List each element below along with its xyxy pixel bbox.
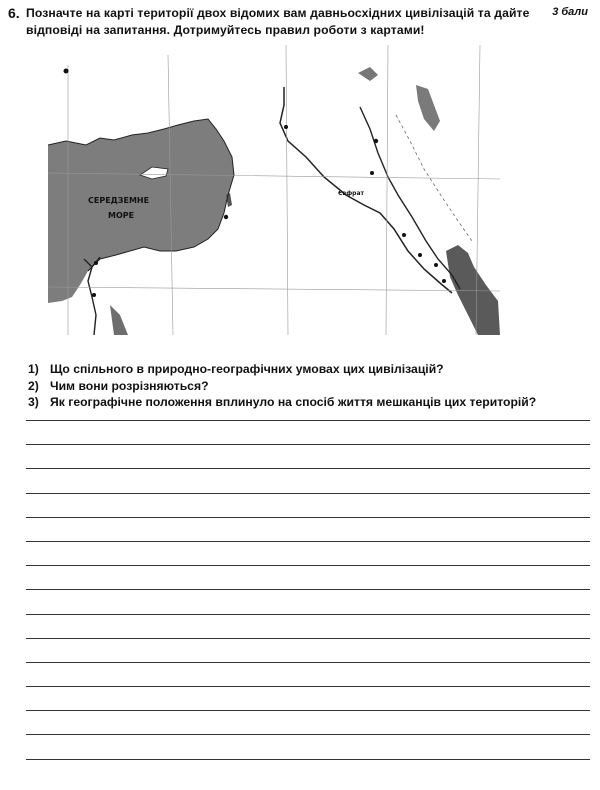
answer-line[interactable]	[26, 734, 590, 735]
question-number: 3)	[28, 395, 39, 409]
river-label: Євфрат	[338, 190, 364, 197]
question-text: Чим вони розрізняються?	[50, 378, 209, 393]
answer-line[interactable]	[26, 517, 590, 518]
answer-line[interactable]	[26, 541, 590, 542]
answer-line[interactable]	[26, 662, 590, 663]
question-1	[28, 361, 588, 378]
contour-map	[48, 45, 500, 335]
questions-list	[28, 361, 588, 411]
answer-lines[interactable]	[26, 420, 590, 783]
answer-line[interactable]	[26, 420, 590, 421]
answer-line[interactable]	[26, 614, 590, 615]
answer-line[interactable]	[26, 686, 590, 687]
sea-label-line1: СЕРЕДЗЕМНЕ	[88, 196, 150, 205]
answer-line[interactable]	[26, 468, 590, 469]
score-label: 3 бали	[552, 6, 588, 18]
answer-line[interactable]	[26, 589, 590, 590]
answer-line[interactable]	[26, 638, 590, 639]
question-2	[28, 378, 588, 395]
question-number: 1)	[28, 362, 39, 376]
answer-line[interactable]	[26, 493, 590, 494]
answer-line[interactable]	[26, 710, 590, 711]
question-text: Як географічне положення вплинуло на спосіб життя мешканців цих територій?	[50, 395, 537, 409]
question-text: Що спільного в природно-географічних умовах цих цивілізацій?	[50, 362, 444, 376]
sea-label-line2: МОРЕ	[108, 211, 135, 220]
task-instruction: Позначте на карті території двох відомих вам давньосхідних цивілізацій та дайте відповіді на запитання. Дотримуйтесь правил роботи з картами!	[26, 6, 530, 37]
answer-line[interactable]	[26, 444, 590, 445]
answer-line[interactable]	[26, 565, 590, 566]
question-3	[28, 394, 588, 411]
answer-line[interactable]	[26, 759, 590, 760]
task-number: 6.	[8, 5, 20, 21]
question-number: 2)	[28, 378, 39, 393]
